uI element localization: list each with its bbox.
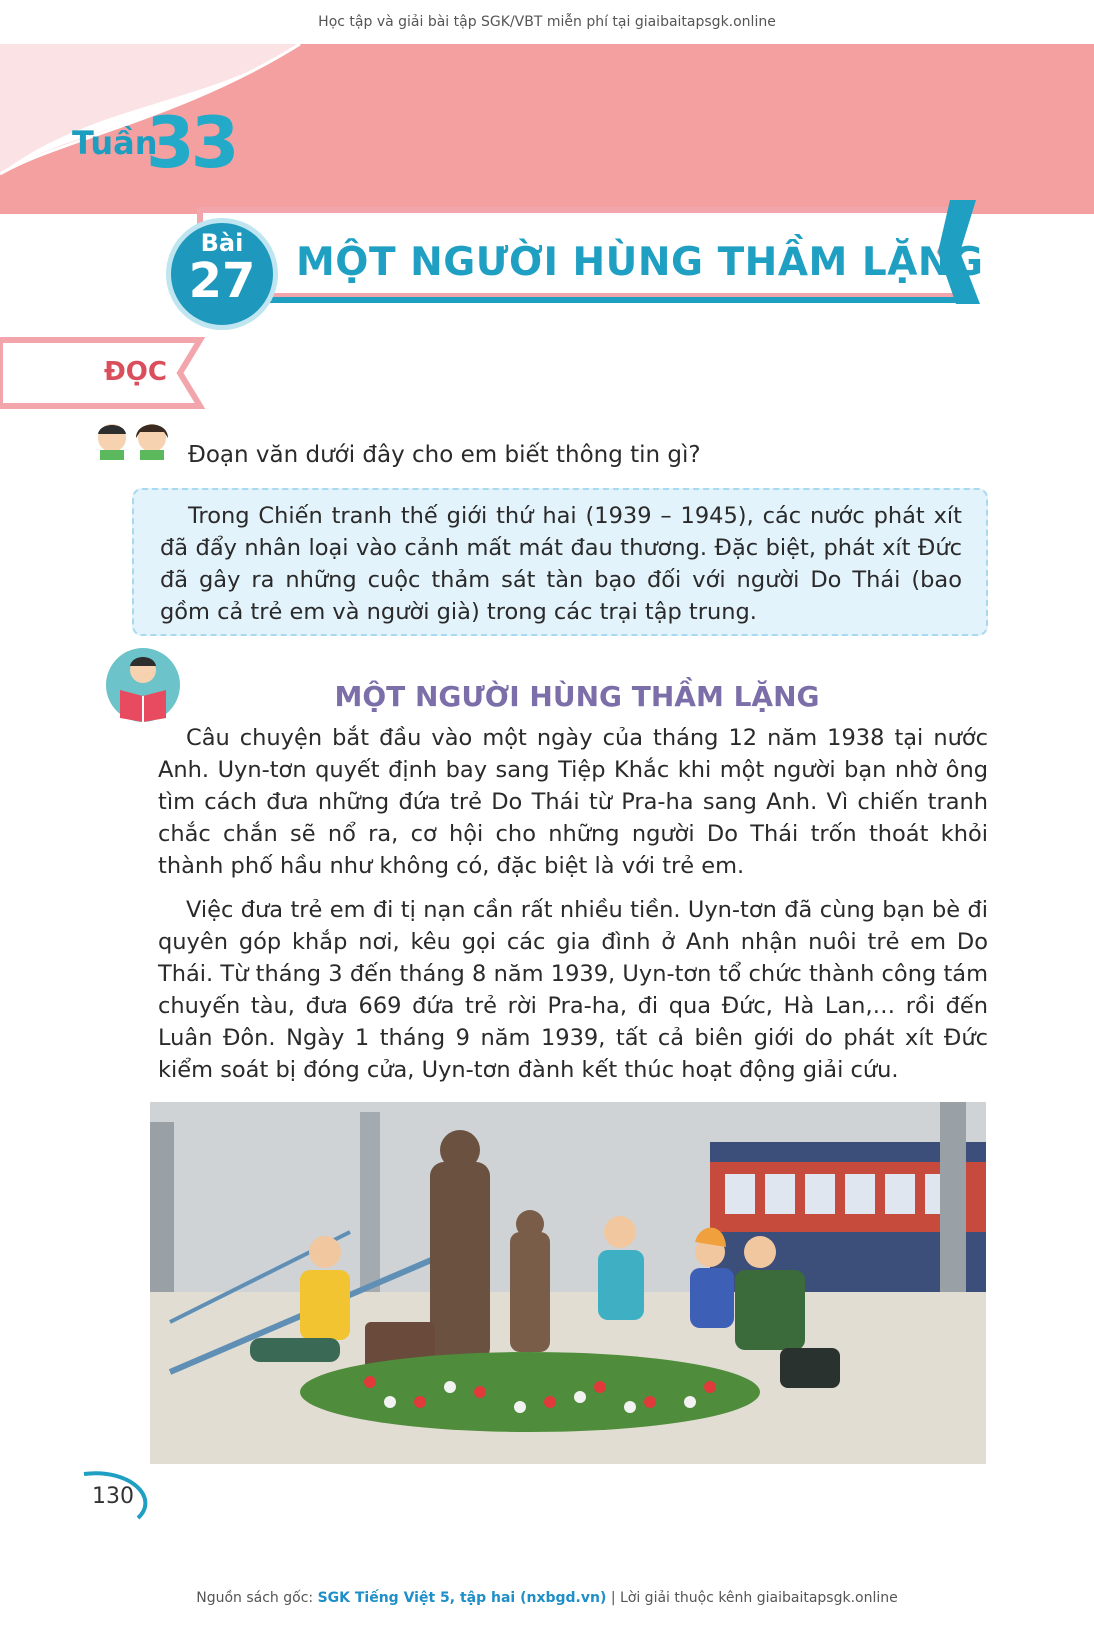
story-title: MỘT NGƯỜI HÙNG THẦM LẶNG: [334, 680, 820, 713]
kids-icon: [92, 420, 178, 460]
story-paragraph: Việc đưa trẻ em đi tị nạn cần rất nhiều tiền. Uyn-tơn đã cùng bạn bè đi quyên góp khắp nơi, kêu gọi các gia đình ở Anh nhận nuôi trẻ em Do Thái. Từ tháng 3 đến tháng 8 năm 1939, Uyn-tơn tổ chức thành công tám chuyến tàu, đưa 669 đứa trẻ rời Pra-ha, đi qua Đức, Hà Lan,… rồi đến Luân Đôn. Ngày 1 tháng 9 năm 1939, tất cả biên giới do phát xít Đức kiểm soát bị đóng cửa, Uyn-tơn đành kết thúc hoạt động giải cứu.: [158, 897, 988, 1083]
footer-source-link[interactable]: SGK Tiếng Việt 5, tập hai (nxbgd.vn): [317, 1590, 607, 1606]
reading-question: Đoạn văn dưới đây cho em biết thông tin gì?: [188, 442, 701, 468]
lesson-number: 27: [188, 253, 256, 309]
footer-note: [0, 1590, 1094, 1606]
page-number: 130: [92, 1484, 134, 1509]
intro-box: [132, 488, 988, 636]
lesson-label: Bài: [200, 229, 244, 257]
week-number: 33: [146, 102, 236, 184]
story-paragraph: Câu chuyện bắt đầu vào một ngày của tháng 12 năm 1938 tại nước Anh. Uyn-tơn quyết định bay sang Tiệp Khắc khi một người bạn nhờ ông tìm cách đưa những đứa trẻ Do Thái từ Pra-ha sang Anh. Vì chiến tranh chắc chắn sẽ nổ ra, cơ hội cho những người Do Thái trốn thoát khỏi thành phố hầu như không có, đặc biệt là với trẻ em.: [158, 725, 988, 879]
section-label: ĐỌC: [104, 357, 167, 387]
footer-prefix: Nguồn sách gốc:: [196, 1590, 314, 1606]
week-label: Tuần: [72, 124, 158, 162]
header-note: Học tập và giải bài tập SGK/VBT miễn phí tại giaibaitapsgk.online: [318, 14, 776, 30]
memorial-illustration: [150, 1102, 986, 1464]
story-body: [158, 722, 988, 1098]
lesson-badge: [166, 218, 278, 330]
footer-suffix: | Lời giải thuộc kênh giaibaitapsgk.online: [610, 1590, 898, 1606]
lesson-title: MỘT NGƯỜI HÙNG THẦM LẶNG: [296, 240, 984, 285]
intro-text: Trong Chiến tranh thế giới thứ hai (1939 – 1945), các nước phát xít đã đẩy nhân loại vào cảnh mất mát đau thương. Đặc biệt, phát xít Đức đã gây ra những cuộc thảm sát tàn bạo đối với người Do Thái (bao gồm cả trẻ em và người già) trong các trại tập trung.: [160, 503, 962, 625]
